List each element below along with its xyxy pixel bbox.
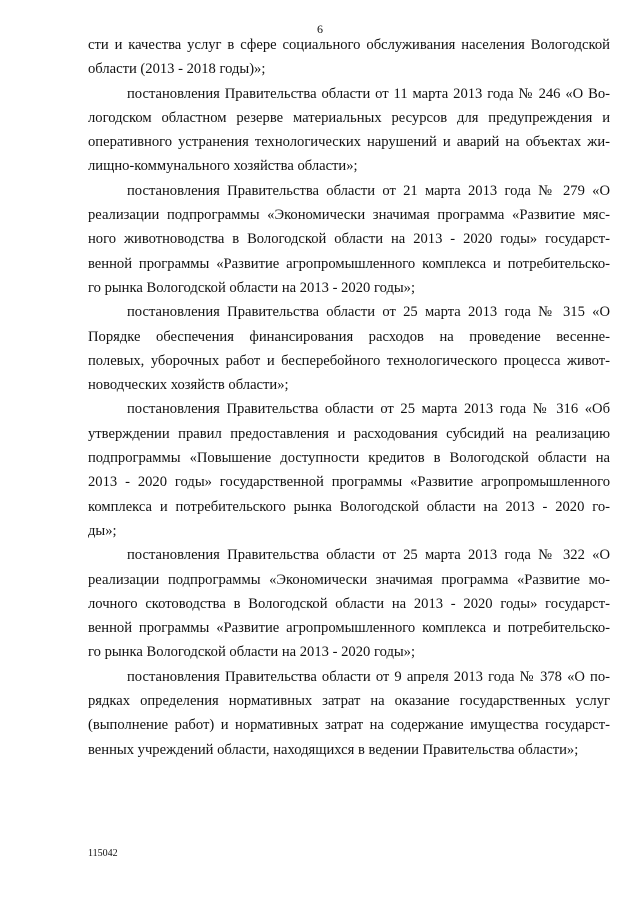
paragraph bbox=[88, 82, 610, 179]
text-line: полевых, уборочных работ и бесперебойного технологического процесса живот- bbox=[88, 352, 610, 369]
text-line: венной программы «Развитие агропромышленного комплекса и потребительско- bbox=[88, 255, 610, 272]
text-line: рядках определения нормативных затрат на оказание государственных услуг bbox=[88, 693, 610, 710]
text-line: лищно-коммунального хозяйства области»; bbox=[88, 158, 358, 175]
paragraph bbox=[88, 543, 610, 664]
text-line: (выполнение работ) и нормативных затрат на содержание имущества государст- bbox=[88, 717, 610, 734]
paragraph bbox=[88, 33, 610, 82]
document-body bbox=[88, 33, 610, 762]
text-line: Порядке обеспечения финансирования расходов на проведение весенне- bbox=[88, 328, 610, 345]
text-line: 2013 - 2020 годы» государственной программы «Развитие агропромышленного bbox=[88, 474, 610, 491]
paragraph bbox=[88, 300, 610, 397]
text-line: венных учреждений области, находящихся в ведении Правительства области»; bbox=[88, 741, 579, 758]
text-line: го рынка Вологодской области на 2013 - 2020 годы»; bbox=[88, 279, 416, 296]
text-line: утверждении правил предоставления и расходования субсидий на реализацию bbox=[88, 425, 610, 442]
text-line: новодческих хозяйств области»; bbox=[88, 377, 289, 394]
text-line: постановления Правительства области от 21 марта 2013 года № 279 «О bbox=[127, 182, 610, 199]
text-line: области (2013 - 2018 годы)»; bbox=[88, 61, 266, 78]
text-line: постановления Правительства области от 25 марта 2013 года № 322 «О bbox=[127, 547, 610, 564]
text-line: венной программы «Развитие агропромышленного комплекса и потребительско- bbox=[88, 620, 610, 637]
text-line: логодском областном резерве материальных ресурсов для предупреждения и bbox=[88, 109, 610, 126]
text-line: реализации подпрограммы «Экономически значимая программа «Развитие мо- bbox=[88, 571, 610, 588]
paragraph bbox=[88, 397, 610, 543]
text-line: оперативного устранения технологических нарушений и аварий на объектах жи- bbox=[88, 134, 610, 151]
text-line: сти и качества услуг в сфере социального обслуживания населения Вологодской bbox=[88, 37, 610, 53]
paragraph bbox=[88, 179, 610, 300]
text-line: ды»; bbox=[88, 522, 117, 539]
text-line: постановления Правительства области от 25 марта 2013 года № 315 «О bbox=[127, 304, 610, 321]
text-line: лочного скотоводства в Вологодской области на 2013 - 2020 годы» государст- bbox=[88, 595, 610, 612]
text-line: подпрограммы «Повышение доступности кредитов в Вологодской области на bbox=[88, 450, 610, 467]
text-line: постановления Правительства области от 11 марта 2013 года № 246 «О Во- bbox=[127, 85, 610, 102]
text-line: реализации подпрограммы «Экономически значимая программа «Развитие мяс- bbox=[88, 207, 610, 224]
text-line: го рынка Вологодской области на 2013 - 2020 годы»; bbox=[88, 644, 416, 661]
text-line: ного животноводства в Вологодской области на 2013 - 2020 годы» государст- bbox=[88, 231, 610, 248]
text-line: комплекса и потребительского рынка Вологодской области на 2013 - 2020 го- bbox=[88, 498, 610, 515]
document-code: 115042 bbox=[88, 848, 118, 859]
page-number: 6 bbox=[317, 22, 323, 36]
paragraph bbox=[88, 665, 610, 762]
text-line: постановления Правительства области от 25 марта 2013 года № 316 «Об bbox=[127, 401, 610, 418]
text-line: постановления Правительства области от 9 апреля 2013 года № 378 «О по- bbox=[127, 668, 610, 685]
